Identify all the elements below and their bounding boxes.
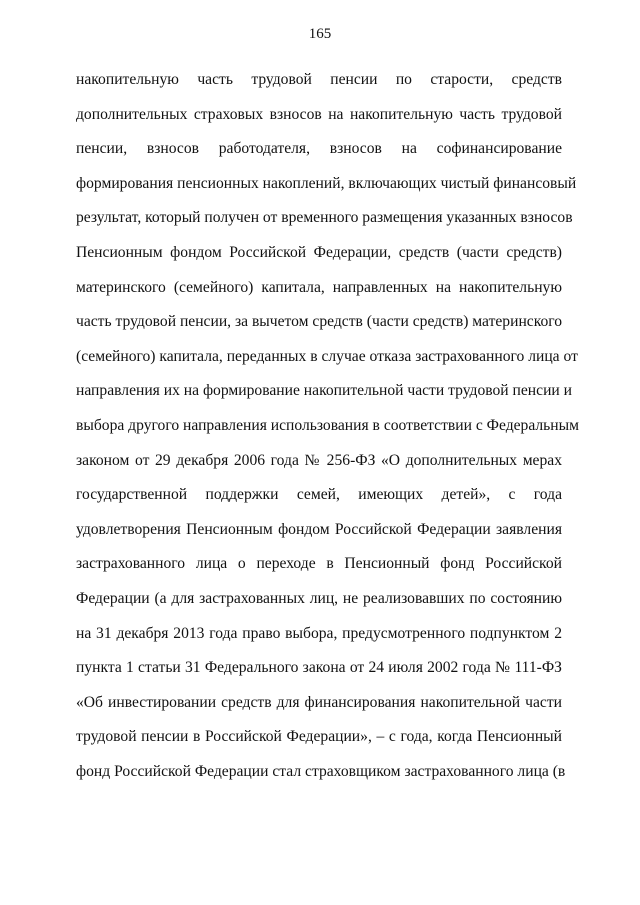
text-line: формирования пенсионных накоплений, включающих чистый финансовый [76, 174, 577, 192]
text-line: государственной поддержки семей, имеющих детей», с года [76, 486, 562, 504]
text-line: застрахованного лица о переходе в Пенсионный фонд Российской [76, 555, 562, 573]
text-line: Пенсионным фондом Российской Федерации, средств (части средств) [76, 243, 562, 261]
text-line: законом от 29 декабря 2006 года № 256-ФЗ «О дополнительных мерах [76, 451, 562, 469]
text-line: фонд Российской Федерации стал страховщиком застрахованного лица (в [76, 762, 566, 780]
text-line: выбора другого направления использования в соответствии с Федеральным [76, 416, 579, 434]
text-line: на 31 декабря 2013 года право выбора, предусмотренного подпунктом 2 [76, 624, 562, 642]
text-line: дополнительных страховых взносов на накопительную часть трудовой [76, 105, 562, 123]
text-line: пункта 1 статьи 31 Федерального закона от 24 июля 2002 года № 111-ФЗ [76, 659, 562, 677]
text-line: результат, который получен от временного размещения указанных взносов [76, 209, 573, 227]
text-line: часть трудовой пенсии, за вычетом средств (части средств) материнского [76, 313, 563, 331]
text-line: направления их на формирование накопительной части трудовой пенсии и [76, 382, 573, 400]
text-line: удовлетворения Пенсионным фондом Российской Федерации заявления [76, 520, 562, 538]
page-number: 165 [308, 26, 332, 42]
text-line: накопительную часть трудовой пенсии по старости, средств [76, 71, 562, 88]
text-line: трудовой пенсии в Российской Федерации», – с года, когда Пенсионный [76, 728, 562, 746]
text-line: материнского (семейного) капитала, направленных на накопительную [76, 278, 562, 296]
text-line: (семейного) капитала, переданных в случае отказа застрахованного лица от [76, 347, 578, 365]
body-paragraph [76, 63, 579, 789]
text-line: «Об инвестировании средств для финансирования накопительной части [76, 693, 562, 711]
text-line: пенсии, взносов работодателя, взносов на софинансирование [76, 140, 562, 158]
text-line: Федерации (а для застрахованных лиц, не реализовавших по состоянию [76, 589, 562, 607]
